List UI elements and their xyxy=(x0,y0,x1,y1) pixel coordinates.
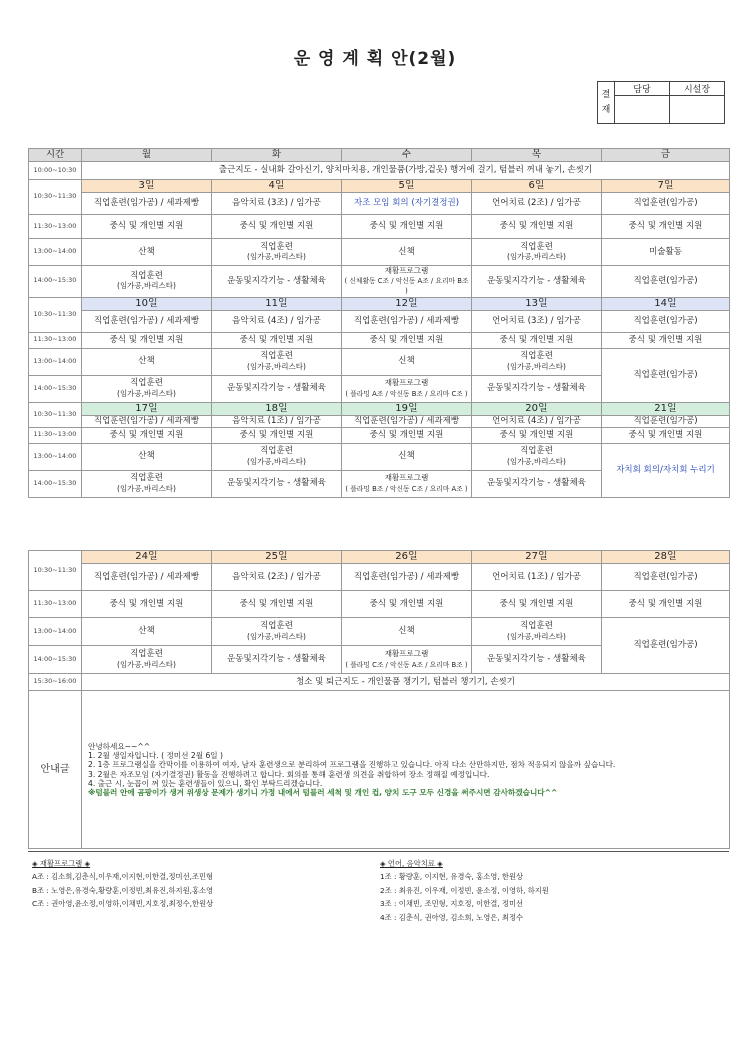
approval-sign-director xyxy=(670,96,725,124)
header-thu: 목 xyxy=(472,149,602,162)
schedule-cell: 직업훈련(임가공) / 세과제빵 xyxy=(82,193,212,215)
schedule-cell: 미술활동 xyxy=(602,239,730,266)
schedule-cell: 산책 xyxy=(82,348,212,375)
time-cell: 11:30~13:00 xyxy=(29,427,82,443)
time-cell: 13:00~14:00 xyxy=(29,348,82,375)
time-cell: 10:30~11:30 xyxy=(29,551,82,591)
list-item: B조 : 노영은,유경숙,황량훈,이정빈,최유진,하지원,홍소영 xyxy=(32,885,214,895)
header-wed: 수 xyxy=(342,149,472,162)
schedule-cell: 음악치료 (4조) / 임가공 xyxy=(212,310,342,332)
schedule-cell: 중식 및 개인별 지원 xyxy=(82,427,212,443)
schedule-cell: 언어치료 (4조) / 임가공 xyxy=(472,415,602,427)
approval-col-director: 시설장 xyxy=(670,82,725,96)
time-cell: 14:00~15:30 xyxy=(29,646,82,674)
schedule-cell: 신책 xyxy=(342,348,472,375)
notice-line: 안녕하세요~~^^ xyxy=(88,742,151,752)
schedule-cell: 언어치료 (2조) / 임가공 xyxy=(472,193,602,215)
rehab-groups-title: ◈ 재활프로그램 ◈ xyxy=(32,859,91,868)
date-cell: 13일 xyxy=(472,297,602,310)
date-cell: 7일 xyxy=(602,180,730,193)
schedule-cell: 운동및지각기능 - 생활체육 xyxy=(212,646,342,674)
time-cell: 14:00~15:30 xyxy=(29,375,82,402)
rehab-groups xyxy=(32,857,213,911)
time-cell: 13:00~14:00 xyxy=(29,618,82,646)
date-cell: 11일 xyxy=(212,297,342,310)
list-item: C조 : 권아영,윤소정,이영하,이채빈,지호정,최정수,한원상 xyxy=(32,899,214,909)
speech-music-groups xyxy=(380,857,549,924)
daily-arrival-guide: 출근지도 - 실내화 갈아신기, 양치마치용, 개인물품(가방,겉옷) 행거에 걸기, 텀블러 꺼내 놓기, 손씻기 xyxy=(82,162,730,180)
date-cell: 20일 xyxy=(472,402,602,415)
list-item: A조 : 김소희,김춘식,이우재,이지현,이한결,정미선,조민형 xyxy=(32,872,214,882)
schedule-cell: 중식 및 개인별 지원 xyxy=(82,215,212,239)
schedule-cell: 산책 xyxy=(82,618,212,646)
daily-leave-guide: 청소 및 퇴근지도 - 개인물품 챙기기, 텀블러 챙기기, 손씻기 xyxy=(82,674,730,691)
schedule-cell: 언어치료 (3조) / 임가공 xyxy=(472,310,602,332)
schedule-cell: 직업훈련 (임가공,바리스타) xyxy=(472,618,602,646)
schedule-cell: 직업훈련 (임가공,바리스타) xyxy=(82,375,212,402)
schedule-cell: 직업훈련 (임가공,바리스타) xyxy=(212,443,342,470)
schedule-cell: 중식 및 개인별 지원 xyxy=(342,215,472,239)
schedule-cell: 음악치료 (2조) / 임가공 xyxy=(212,564,342,591)
schedule-cell: 운동및지각기능 - 생활체육 xyxy=(212,470,342,497)
schedule-cell: 직업훈련(임가공) / 세과제빵 xyxy=(342,415,472,427)
schedule-cell: 중식 및 개인별 지원 xyxy=(212,591,342,618)
list-item: 3조 : 이채빈, 조민형, 지호정, 이한결, 정미선 xyxy=(380,899,524,909)
header-fri: 금 xyxy=(602,149,730,162)
date-cell: 17일 xyxy=(82,402,212,415)
date-cell: 27일 xyxy=(472,551,602,564)
schedule-cell: 직업훈련(임가공) / 세과제빵 xyxy=(82,564,212,591)
schedule-cell: 직업훈련(임가공) xyxy=(602,266,730,298)
schedule-cell: 음악치료 (3조) / 임가공 xyxy=(212,193,342,215)
schedule-cell: 중식 및 개인별 지원 xyxy=(602,427,730,443)
schedule-cell: 직업훈련 (임가공,바리스타) xyxy=(212,239,342,266)
schedule-cell: 직업훈련(임가공) / 세과제빵 xyxy=(342,564,472,591)
time-cell: 10:30~11:30 xyxy=(29,180,82,215)
time-cell: 14:00~15:30 xyxy=(29,266,82,298)
schedule-cell: 운동및지각기능 - 생활체육 xyxy=(472,470,602,497)
schedule-cell: 중식 및 개인별 지원 xyxy=(82,591,212,618)
schedule-cell: 중식 및 개인별 지원 xyxy=(472,215,602,239)
schedule-cell: 직업훈련(임가공) xyxy=(602,348,730,402)
schedule-table-main xyxy=(28,148,730,498)
notice-label: 안내글 xyxy=(29,691,82,849)
schedule-cell: 직업훈련 (임가공,바리스타) xyxy=(472,348,602,375)
schedule-cell: 중식 및 개인별 지원 xyxy=(342,332,472,348)
time-cell: 13:00~14:00 xyxy=(29,443,82,470)
date-cell: 26일 xyxy=(342,551,472,564)
schedule-table-week4 xyxy=(28,550,730,849)
schedule-cell: 신책 xyxy=(342,239,472,266)
header-mon: 월 xyxy=(82,149,212,162)
date-cell: 5일 xyxy=(342,180,472,193)
schedule-cell: 중식 및 개인별 지원 xyxy=(602,215,730,239)
date-cell: 12일 xyxy=(342,297,472,310)
schedule-cell: 산책 xyxy=(82,239,212,266)
date-cell: 6일 xyxy=(472,180,602,193)
date-cell: 10일 xyxy=(82,297,212,310)
schedule-cell: 중식 및 개인별 지원 xyxy=(82,332,212,348)
schedule-cell: 재활프로그램 ( 신체활동 C조 / 악신동 A조 / 요리마 B조 ) xyxy=(342,266,472,298)
schedule-cell: 운동및지각기능 - 생활체육 xyxy=(212,266,342,298)
schedule-cell: 중식 및 개인별 지원 xyxy=(472,427,602,443)
schedule-cell: 운동및지각기능 - 생활체육 xyxy=(212,375,342,402)
schedule-cell: 직업훈련(임가공) xyxy=(602,564,730,591)
page-title: 운 영 계 획 안(2월) xyxy=(293,49,457,69)
schedule-cell: 자조 모임 회의 (자기결정권) xyxy=(342,193,472,215)
schedule-cell: 중식 및 개인별 지원 xyxy=(472,332,602,348)
time-cell: 11:30~13:00 xyxy=(29,591,82,618)
schedule-cell: 직업훈련(임가공) xyxy=(602,193,730,215)
date-cell: 25일 xyxy=(212,551,342,564)
date-cell: 14일 xyxy=(602,297,730,310)
schedule-cell: 직업훈련 (임가공,바리스타) xyxy=(472,239,602,266)
approval-col-manager: 담당 xyxy=(615,82,670,96)
schedule-cell: 운동및지각기능 - 생활체육 xyxy=(472,375,602,402)
notice-content xyxy=(82,691,730,849)
time-cell: 10:30~11:30 xyxy=(29,402,82,427)
date-cell: 21일 xyxy=(602,402,730,415)
notice-line: ※텀블러 안에 곰팡이가 생겨 위생상 문제가 생기니 가정 내에서 텀블러 세척 및 개인 컵, 양치 도구 모두 신경을 써주시면 감사하겠습니다^^ xyxy=(88,787,558,797)
date-cell: 28일 xyxy=(602,551,730,564)
schedule-cell: 중식 및 개인별 지원 xyxy=(602,591,730,618)
schedule-cell: 직업훈련(임가공) xyxy=(602,415,730,427)
schedule-cell: 직업훈련(임가공) / 세과제빵 xyxy=(82,310,212,332)
schedule-cell: 신책 xyxy=(342,443,472,470)
notice-line: 3. 2월은 자조모임 (자기결정권) 활동을 진행하려고 합니다. 회의를 통해 훈련생 의견을 취합하여 장소 정해질 예정입니다. xyxy=(88,769,490,779)
schedule-cell: 언어치료 (1조) / 임가공 xyxy=(472,564,602,591)
schedule-cell: 직업훈련(임가공) / 세과제빵 xyxy=(342,310,472,332)
time-cell: 11:30~13:00 xyxy=(29,215,82,239)
schedule-cell: 직업훈련(임가공) / 세과제빵 xyxy=(82,415,212,427)
header-tue: 화 xyxy=(212,149,342,162)
schedule-cell: 운동및지각기능 - 생활체육 xyxy=(472,646,602,674)
schedule-cell: 신책 xyxy=(342,618,472,646)
notice-line: 2. 1층 프로그램실을 칸막이를 이용하여 여자, 남자 훈련생으로 분리하여 프로그램을 진행하고 있습니다. 아직 다소 산만하지만, 점차 적응되지 않을까 싶습니다. xyxy=(88,760,616,770)
schedule-cell: 중식 및 개인별 지원 xyxy=(342,427,472,443)
schedule-cell: 중식 및 개인별 지원 xyxy=(212,427,342,443)
schedule-cell: 직업훈련 (임가공,바리스타) xyxy=(82,266,212,298)
schedule-cell: 중식 및 개인별 지원 xyxy=(602,332,730,348)
list-item: 4조 : 김춘식, 권아영, 김소희, 노영은, 최정수 xyxy=(380,912,524,922)
time-cell: 11:30~13:00 xyxy=(29,332,82,348)
notice-line: 1. 2월 생일자입니다. ( 정미선 2월 6일 ) xyxy=(88,751,224,761)
speech-groups-title: ◈ 언어, 음악치료 ◈ xyxy=(380,859,443,868)
schedule-cell: 중식 및 개인별 지원 xyxy=(212,215,342,239)
schedule-cell: 중식 및 개인별 지원 xyxy=(342,591,472,618)
schedule-cell: 직업훈련(임가공) xyxy=(602,618,730,674)
approval-box xyxy=(597,81,725,124)
schedule-cell: 직업훈련(임가공) xyxy=(602,310,730,332)
schedule-cell: 중식 및 개인별 지원 xyxy=(472,591,602,618)
time-cell: 13:00~14:00 xyxy=(29,239,82,266)
schedule-cell: 재활프로그램 ( 플라밍 B조 / 악신동 C조 / 요리마 A조 ) xyxy=(342,470,472,497)
schedule-cell: 운동및지각기능 - 생활체육 xyxy=(472,266,602,298)
schedule-cell: 직업훈련 (임가공,바리스타) xyxy=(82,646,212,674)
time-cell: 10:00~10:30 xyxy=(29,162,82,180)
schedule-cell: 재활프로그램 ( 플라밍 C조 / 악신동 A조 / 요리마 B조 ) xyxy=(342,646,472,674)
time-cell: 14:00~15:30 xyxy=(29,470,82,497)
schedule-cell: 산책 xyxy=(82,443,212,470)
date-cell: 3일 xyxy=(82,180,212,193)
date-cell: 19일 xyxy=(342,402,472,415)
list-item: 2조 : 최유진, 이우재, 이정빈, 윤소정, 이영하, 하지원 xyxy=(380,885,549,895)
schedule-cell: 자치회 회의/자치회 누리기 xyxy=(602,443,730,497)
time-cell: 15:30~16:00 xyxy=(29,674,82,691)
date-cell: 24일 xyxy=(82,551,212,564)
schedule-cell: 직업훈련 (임가공,바리스타) xyxy=(472,443,602,470)
list-item: 1조 : 황량훈, 이지현, 유경숙, 홍소영, 한원상 xyxy=(380,872,524,882)
time-cell: 10:30~11:30 xyxy=(29,297,82,332)
schedule-cell: 직업훈련 (임가공,바리스타) xyxy=(82,470,212,497)
approval-sign-manager xyxy=(615,96,670,124)
schedule-cell: 음악치료 (1조) / 임가공 xyxy=(212,415,342,427)
schedule-cell: 직업훈련 (임가공,바리스타) xyxy=(212,348,342,375)
notice-line: 4. 출근 시, 눈꼽이 껴 있는 훈련생들이 있으니, 확인 부탁드리겠습니다. xyxy=(88,778,323,788)
approval-side-label: 결 재 xyxy=(598,82,615,124)
schedule-cell: 중식 및 개인별 지원 xyxy=(212,332,342,348)
schedule-cell: 재활프로그램 ( 플라밍 A조 / 악신동 B조 / 요리마 C조 ) xyxy=(342,375,472,402)
header-time: 시간 xyxy=(29,149,82,162)
schedule-cell: 직업훈련 (임가공,바리스타) xyxy=(212,618,342,646)
date-cell: 18일 xyxy=(212,402,342,415)
date-cell: 4일 xyxy=(212,180,342,193)
divider xyxy=(28,851,729,852)
